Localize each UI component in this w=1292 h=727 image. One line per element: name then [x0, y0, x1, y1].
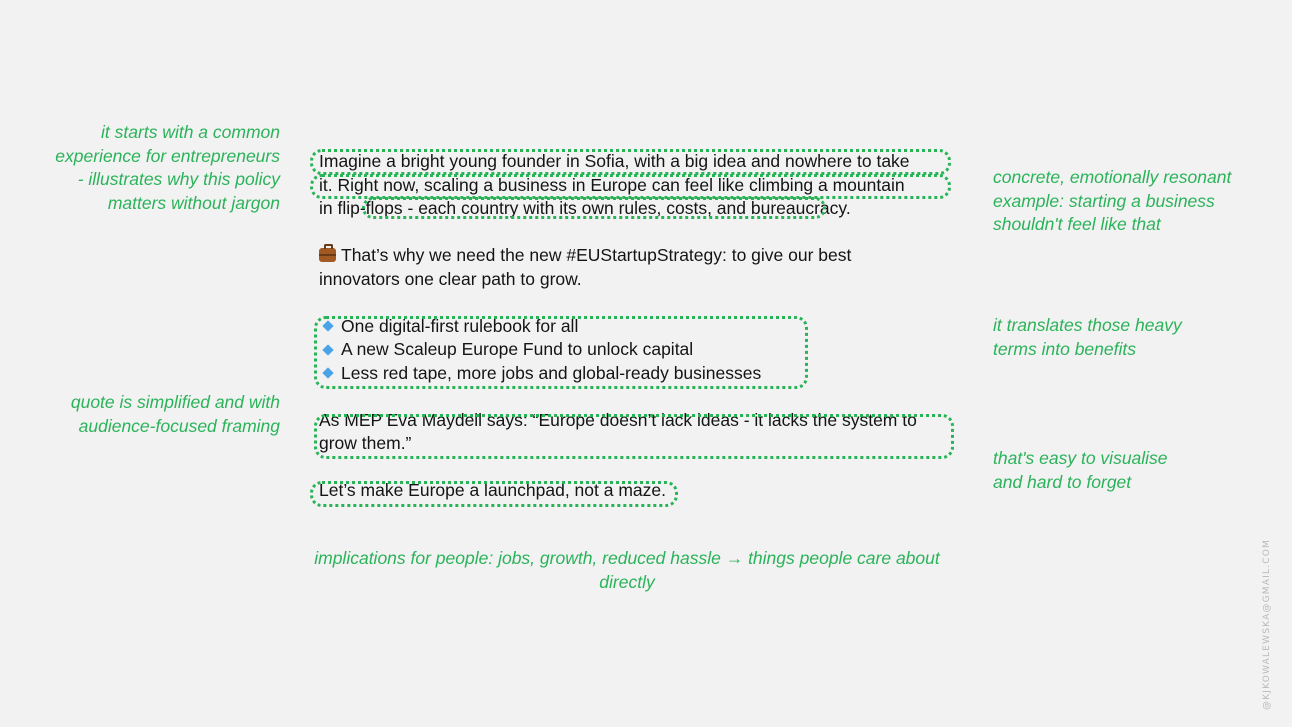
annotation-line: example: starting a business: [993, 190, 1215, 211]
annotation-line: that's easy to visualise: [993, 448, 1168, 468]
annotation-example: [993, 166, 1263, 237]
blue-diamond-icon: [322, 321, 333, 332]
paragraph-gap: [319, 221, 959, 245]
post-intro-paragraph: [319, 150, 959, 221]
annotation-line: matters without jargon: [107, 192, 280, 213]
list-item: [319, 338, 959, 362]
annotation-line: shouldn't feel like that: [993, 214, 1161, 234]
annotation-opening: [20, 121, 280, 215]
annotation-line: it translates those heavy: [993, 315, 1182, 335]
list-item: [319, 362, 959, 386]
paragraph-gap: [319, 385, 959, 409]
post-line: As MEP Eva Maydell says: “Europe doesn’t lack ideas - it lacks the system to: [319, 409, 917, 430]
annotation-line: - illustrates why this policy: [77, 169, 280, 189]
annotation-quote: [20, 391, 280, 438]
annotation-implications: [297, 547, 957, 594]
author-signature: @KJKOWALEWSKA@GMAIL.COM: [1262, 539, 1272, 710]
annotation-line: implications for people: jobs, growth, reduced hassle → things people care about: [314, 548, 940, 568]
post-bullet-list: [319, 315, 959, 386]
post-quote-paragraph: [319, 409, 959, 456]
post-line: grow them.”: [319, 433, 412, 453]
annotation-line: directly: [599, 571, 655, 592]
annotation-visualise: [993, 447, 1263, 494]
blue-diamond-icon: [322, 344, 333, 355]
list-item: [319, 315, 959, 339]
annotation-benefits: [993, 314, 1263, 361]
list-item-text: A new Scaleup Europe Fund to unlock capital: [341, 339, 694, 359]
annotation-line: quote is simplified and with: [70, 392, 280, 412]
list-item-text: Less red tape, more jobs and global-ready businesses: [341, 362, 762, 383]
paragraph-gap: [319, 456, 959, 480]
post-line: Imagine a bright young founder in Sofia, with a big idea and nowhere to take: [319, 151, 910, 171]
post-line: innovators one clear path to grow.: [319, 268, 582, 289]
post-closing-line: Let’s make Europe a launchpad, not a maze.: [319, 480, 666, 500]
annotation-line: terms into benefits: [993, 338, 1136, 359]
post-line: That’s why we need the new #EUStartupStrategy: to give our best: [341, 245, 852, 265]
annotation-line: and hard to forget: [993, 471, 1132, 492]
annotation-line: concrete, emotionally resonant: [993, 167, 1232, 187]
briefcase-icon: [319, 248, 336, 262]
list-item-text: One digital-first rulebook for all: [341, 315, 579, 336]
social-post: [319, 150, 959, 503]
post-line: it. Right now, scaling a business in Europe can feel like climbing a mountain: [319, 174, 905, 195]
post-strategy-paragraph: [319, 244, 959, 291]
annotation-line: it starts with a common: [101, 122, 280, 142]
blue-diamond-icon: [322, 368, 333, 379]
annotation-line: audience-focused framing: [78, 415, 280, 436]
paragraph-gap: [319, 291, 959, 315]
post-line: in flip-flops - each country with its own rules, costs, and bureaucracy.: [319, 198, 851, 218]
annotation-line: experience for entrepreneurs: [55, 145, 280, 166]
